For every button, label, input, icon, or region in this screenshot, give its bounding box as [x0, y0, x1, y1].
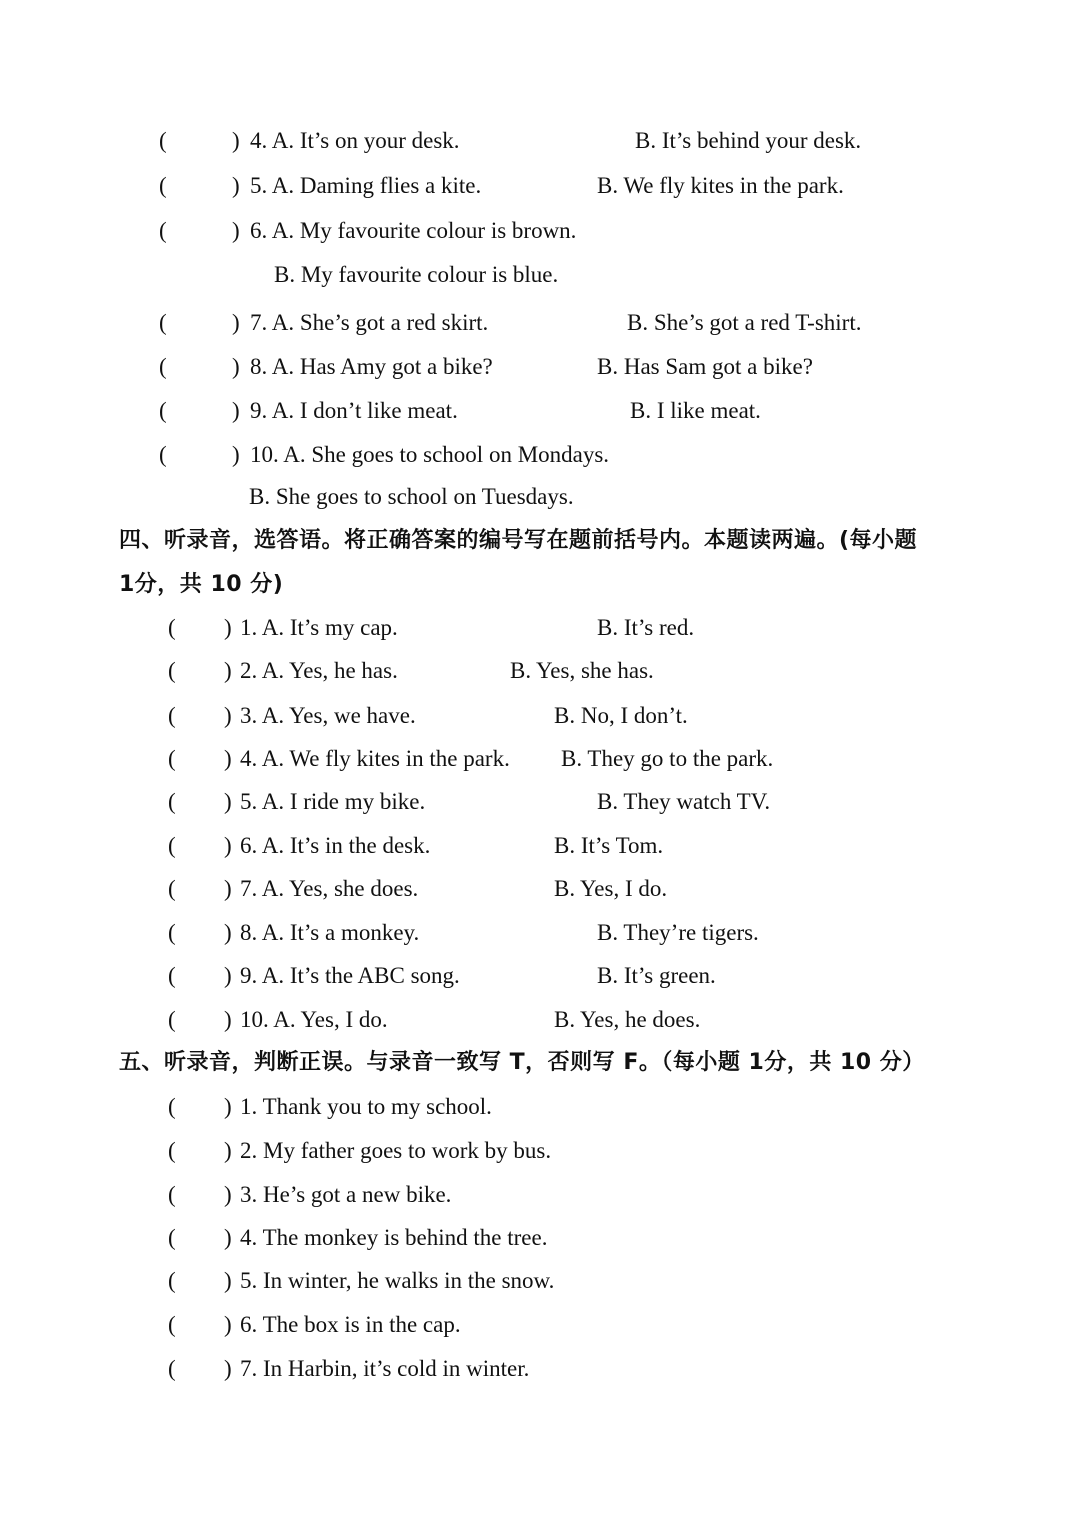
option-a: 6. A. My favourite colour is brown.: [250, 218, 577, 243]
statement-text: 4. The monkey is behind the tree.: [240, 1225, 548, 1250]
answer-paren-open: (: [168, 1225, 176, 1250]
answer-paren-close: ): [224, 703, 232, 728]
answer-paren-close: ): [224, 1312, 232, 1337]
option-b: B. It’s red.: [597, 615, 695, 640]
answer-paren-close: ): [224, 615, 232, 640]
option-b: B. My favourite colour is blue.: [274, 262, 559, 287]
option-b: B. It’s green.: [597, 963, 716, 988]
answer-paren-open: (: [159, 310, 167, 335]
section-5-heading: 五、听录音，判断正误。与录音一致写 T，否则写 F。（每小题 1分，共 10 分）: [119, 1050, 925, 1075]
answer-paren-open: (: [168, 615, 176, 640]
option-a: 7. A. Yes, she does.: [240, 876, 419, 901]
answer-paren-open: (: [168, 1312, 176, 1337]
answer-paren-open: (: [168, 833, 176, 858]
statement-text: 7. In Harbin, it’s cold in winter.: [240, 1356, 530, 1381]
answer-paren-open: (: [168, 1356, 176, 1381]
section-4-heading-cont: 1分，共 10 分): [119, 572, 284, 597]
answer-paren-open: (: [168, 658, 176, 683]
option-b: B. Yes, she has.: [510, 658, 654, 683]
answer-paren-close: ): [232, 173, 240, 198]
option-a: 3. A. Yes, we have.: [240, 703, 416, 728]
answer-paren-open: (: [168, 703, 176, 728]
option-b: B. Has Sam got a bike?: [597, 354, 813, 379]
answer-paren-open: (: [168, 1182, 176, 1207]
statement-text: 5. In winter, he walks in the snow.: [240, 1268, 555, 1293]
answer-paren-open: (: [168, 1138, 176, 1163]
answer-paren-close: ): [232, 128, 240, 153]
answer-paren-open: (: [168, 1094, 176, 1119]
answer-paren-close: ): [224, 1225, 232, 1250]
answer-paren-close: ): [232, 310, 240, 335]
answer-paren-close: ): [232, 398, 240, 423]
option-b: B. They’re tigers.: [597, 920, 759, 945]
option-b: B. Yes, he does.: [554, 1007, 701, 1032]
option-b: B. They watch TV.: [597, 789, 771, 814]
answer-paren-open: (: [168, 789, 176, 814]
option-a: 6. A. It’s in the desk.: [240, 833, 431, 858]
answer-paren-close: ): [232, 442, 240, 467]
option-a: 5. A. I ride my bike.: [240, 789, 426, 814]
answer-paren-open: (: [159, 354, 167, 379]
option-a: 4. A. We fly kites in the park.: [240, 746, 510, 771]
answer-paren-open: (: [168, 746, 176, 771]
option-a: 10. A. She goes to school on Mondays.: [250, 442, 610, 467]
answer-paren-close: ): [224, 1007, 232, 1032]
statement-text: 2. My father goes to work by bus.: [240, 1138, 552, 1163]
answer-paren-close: ): [224, 1182, 232, 1207]
option-a: 8. A. Has Amy got a bike?: [250, 354, 493, 379]
answer-paren-close: ): [232, 218, 240, 243]
answer-paren-close: ): [232, 354, 240, 379]
option-b: B. They go to the park.: [561, 746, 774, 771]
option-b: B. We fly kites in the park.: [597, 173, 844, 198]
answer-paren-close: ): [224, 920, 232, 945]
answer-paren-open: (: [168, 876, 176, 901]
option-b: B. It’s behind your desk.: [635, 128, 862, 153]
option-a: 7. A. She’s got a red skirt.: [250, 310, 489, 335]
option-b: B. No, I don’t.: [554, 703, 688, 728]
answer-paren-open: (: [159, 398, 167, 423]
option-b: B. I like meat.: [630, 398, 761, 423]
answer-paren-close: ): [224, 746, 232, 771]
option-a: 9. A. I don’t like meat.: [250, 398, 458, 423]
answer-paren-close: ): [224, 658, 232, 683]
statement-text: 3. He’s got a new bike.: [240, 1182, 452, 1207]
option-a: 8. A. It’s a monkey.: [240, 920, 420, 945]
statement-text: 1. Thank you to my school.: [240, 1094, 492, 1119]
option-b: B. Yes, I do.: [554, 876, 668, 901]
option-a: 1. A. It’s my cap.: [240, 615, 398, 640]
option-b: B. She’s got a red T-shirt.: [627, 310, 862, 335]
answer-paren-open: (: [159, 442, 167, 467]
answer-paren-close: ): [224, 833, 232, 858]
option-a: 9. A. It’s the ABC song.: [240, 963, 460, 988]
answer-paren-open: (: [168, 963, 176, 988]
answer-paren-close: ): [224, 1094, 232, 1119]
answer-paren-close: ): [224, 1138, 232, 1163]
option-a: 4. A. It’s on your desk.: [250, 128, 460, 153]
answer-paren-close: ): [224, 963, 232, 988]
option-b: B. She goes to school on Tuesdays.: [249, 484, 574, 509]
option-a: 5. A. Daming flies a kite.: [250, 173, 482, 198]
answer-paren-open: (: [159, 173, 167, 198]
option-a: 2. A. Yes, he has.: [240, 658, 398, 683]
answer-paren-open: (: [168, 1007, 176, 1032]
answer-paren-close: ): [224, 876, 232, 901]
answer-paren-open: (: [168, 920, 176, 945]
section-4-heading: 四、听录音，选答语。将正确答案的编号写在题前括号内。本题读两遍。(每小题: [119, 528, 918, 553]
answer-paren-close: ): [224, 789, 232, 814]
answer-paren-close: ): [224, 1356, 232, 1381]
option-a: 10. A. Yes, I do.: [240, 1007, 388, 1032]
answer-paren-open: (: [159, 128, 167, 153]
answer-paren-open: (: [168, 1268, 176, 1293]
answer-paren-open: (: [159, 218, 167, 243]
answer-paren-close: ): [224, 1268, 232, 1293]
option-b: B. It’s Tom.: [554, 833, 664, 858]
statement-text: 6. The box is in the cap.: [240, 1312, 461, 1337]
